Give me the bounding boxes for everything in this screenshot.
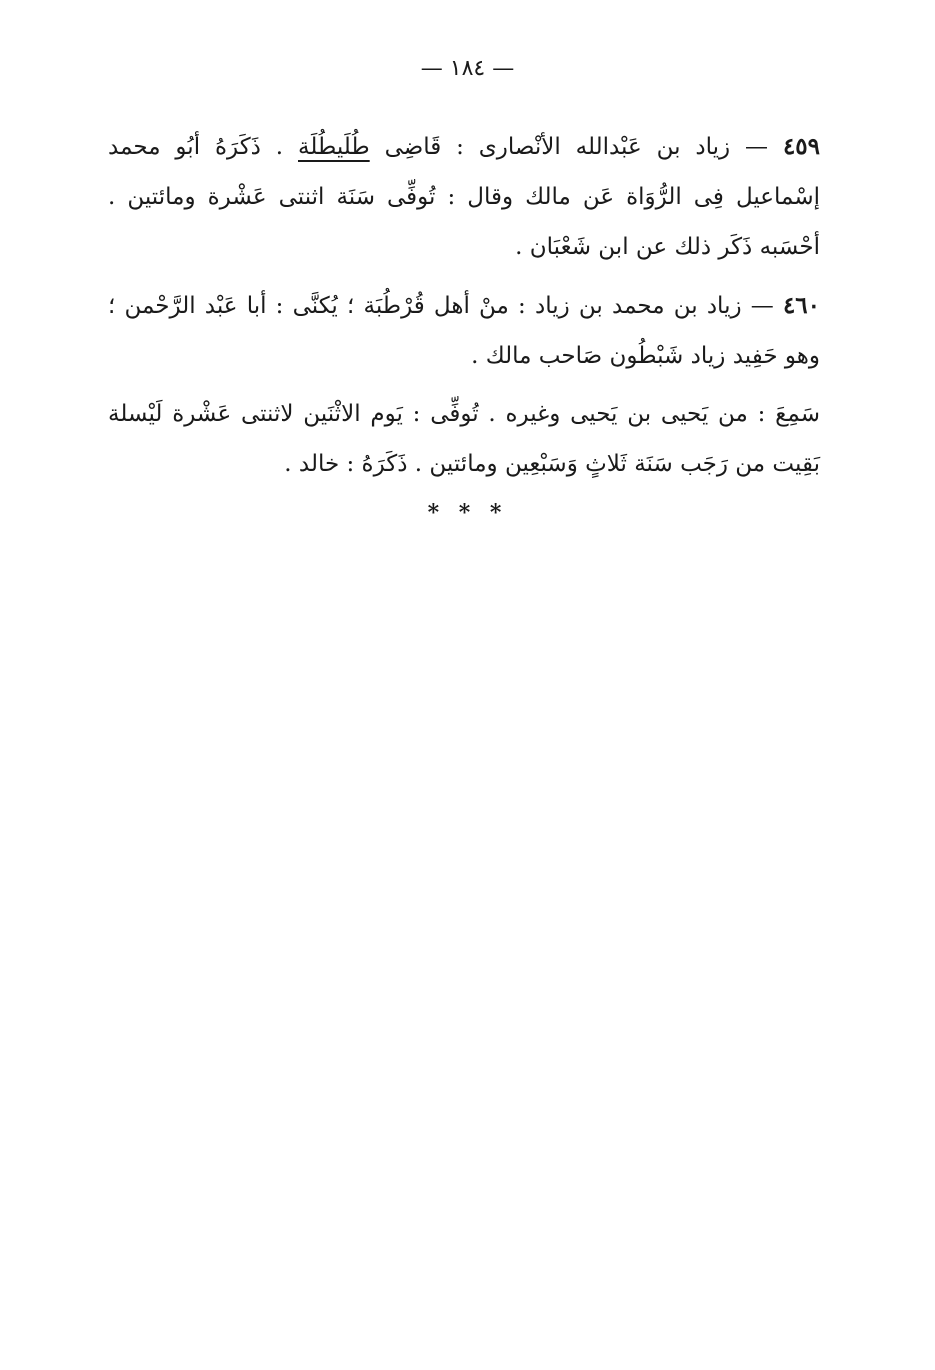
- entry-460: [108, 281, 820, 381]
- entry-459: [108, 122, 820, 272]
- entry-text-start: زياد بن عَبْدالله الأنْصارى : قَاضِى: [369, 134, 731, 160]
- section-divider: * * *: [427, 500, 508, 526]
- entry-number: ٤٦٠: [782, 292, 820, 319]
- entry-dash: —: [730, 134, 783, 160]
- entry-460-continuation: [108, 389, 820, 489]
- entry-text-end: . ذَكَرَهُ أبُو محمد إسْماعيل فِى الرُّوَاة عَن مالك وقال : تُوفِّى سَنَة اثنتى عَشْرة ومائتين . أحْسَبه ذَكَر ذلك عن ابن شَعْبَان .: [108, 134, 820, 260]
- page-number: — ١٨٤ —: [420, 56, 515, 81]
- entry-text: سَمِعَ : من يَحيى بن يَحيى وغيره . تُوفِّى : يَوم الاثْنَين لاثنتى عَشْرة لَيْسلة بَقِيت من رَجَب سَنَة ثَلاثٍ وَسَبْعِين ومائتين . ذَكَرَهُ : خالد .: [108, 401, 820, 477]
- entry-text: زياد بن محمد بن زياد : منْ أهل قُرْطُبَة ؛ يُكنَّى : أبا عَبْد الرَّحْمن ؛ وهو حَفِيد زياد شَبْطُون صَاحب مالك .: [108, 293, 820, 369]
- underlined-place-name: طُلَيطُلَة: [298, 134, 370, 160]
- entry-number: ٤٥٩: [782, 133, 821, 160]
- entry-dash: —: [741, 293, 783, 319]
